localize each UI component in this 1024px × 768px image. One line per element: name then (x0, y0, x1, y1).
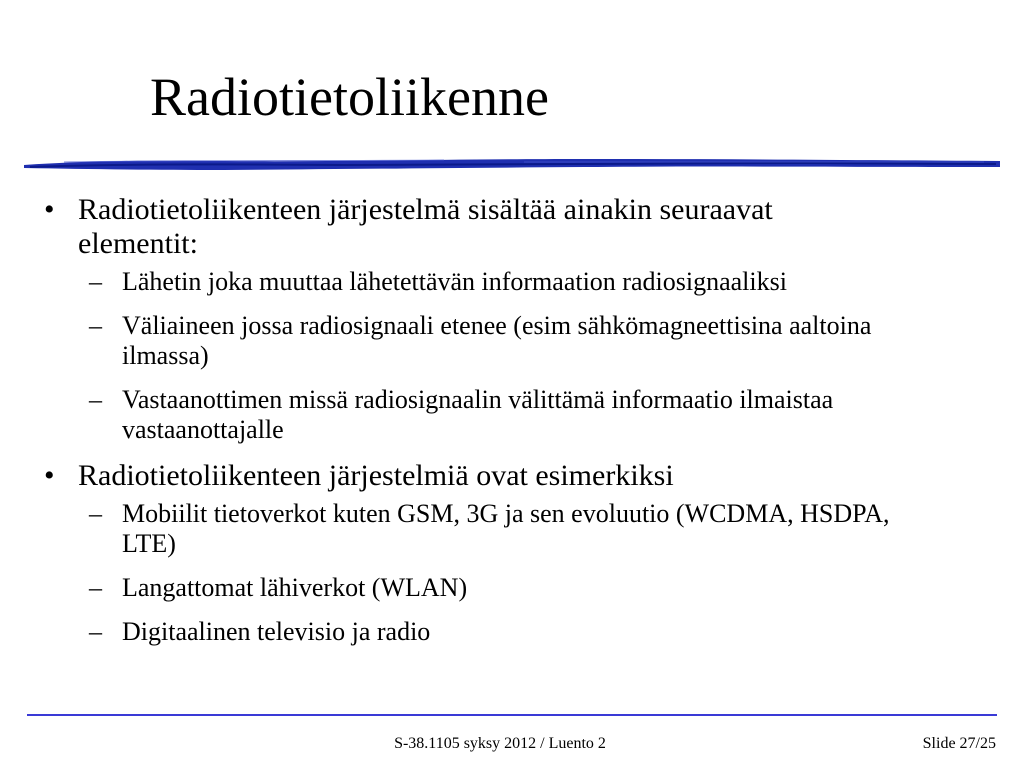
sub-marker: – (89, 499, 102, 528)
footer-slide-number: Slide 27/25 (922, 735, 996, 752)
sub-item (0, 311, 942, 371)
bullet-marker: • (44, 459, 55, 492)
sub-item (0, 573, 942, 603)
sub-marker: – (89, 311, 102, 340)
sub-marker: – (89, 617, 102, 646)
sub-text: Mobiilit tietoverkot kuten GSM, 3G ja sen evoluutio (WCDMA, HSDPA, LTE) (122, 499, 890, 558)
bullet-text: Radiotietoliikenteen järjestelmiä ovat esimerkiksi (78, 459, 674, 492)
bullet-item (0, 459, 878, 493)
sub-list (0, 267, 1024, 445)
sub-text: Langattomat lähiverkot (WLAN) (122, 573, 468, 602)
bullet-text: Radiotietoliikenteen järjestelmä sisältää ainakin seuraavat elementit: (78, 193, 773, 260)
footer-course: S-38.1105 syksy 2012 / Luento 2 (394, 735, 606, 752)
sub-item (0, 617, 942, 647)
bullet-marker: • (44, 193, 55, 226)
sub-text: Digitaalinen televisio ja radio (122, 617, 431, 646)
slide-title: Radiotietoliikenne (150, 67, 549, 127)
title-underline-brushstroke (24, 152, 1000, 178)
sub-item (0, 385, 942, 445)
slide-content (0, 193, 1024, 661)
sub-marker: – (89, 573, 102, 602)
sub-list (0, 499, 1024, 647)
sub-item (0, 499, 942, 559)
sub-text: Väliaineen jossa radiosignaali etenee (esim sähkömagneettisina aaltoina ilmassa) (122, 311, 872, 370)
sub-text: Lähetin joka muuttaa lähetettävän informaation radiosignaaliksi (122, 267, 787, 296)
footer-divider (27, 714, 997, 716)
sub-marker: – (89, 267, 102, 296)
sub-item (0, 267, 942, 297)
sub-marker: – (89, 385, 102, 414)
bullet-item (0, 193, 878, 261)
sub-text: Vastaanottimen missä radiosignaalin välittämä informaatio ilmaistaa vastaanottajalle (122, 385, 834, 444)
